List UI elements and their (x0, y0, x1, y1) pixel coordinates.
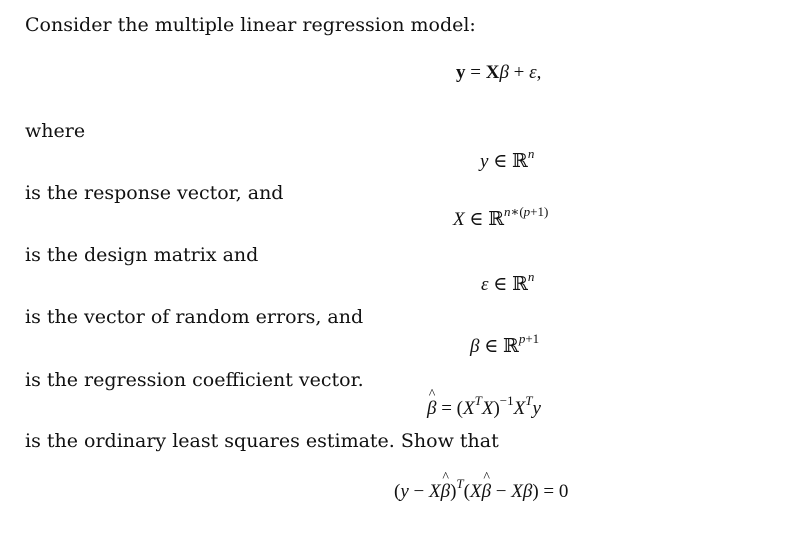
where-text: where (25, 120, 86, 142)
design-text: is the design matrix and (25, 244, 259, 266)
beta-hat-equation: ^ $\beta = (X^TX)^{-1}X^Ty$ (427, 393, 541, 420)
coef-text: is the regression coefficient vector. (25, 369, 364, 391)
x-space-equation: X ∈ ℝ$^{n∗(p+1)}$ (453, 204, 549, 230)
beta-space-equation: β ∈ ℝ$^{p+1}$ (470, 331, 540, 357)
eps-space-equation: ε ∈ ℝ$^n$ (481, 269, 535, 295)
errors-text: is the vector of random errors, and (25, 306, 364, 328)
ols-text: is the ordinary least squares estimate. Show that (25, 430, 499, 452)
response-text: is the response vector, and (25, 182, 284, 204)
goal-equation: (y − X^ β)$^T$(X^ β − Xβ) = 0 (394, 476, 568, 503)
y-space-equation: y ∈ ℝ$^n$ (480, 146, 535, 172)
intro-text: Consider the multiple linear regression model: (25, 14, 476, 36)
model-equation: y = Xβ + ε, (456, 62, 542, 83)
